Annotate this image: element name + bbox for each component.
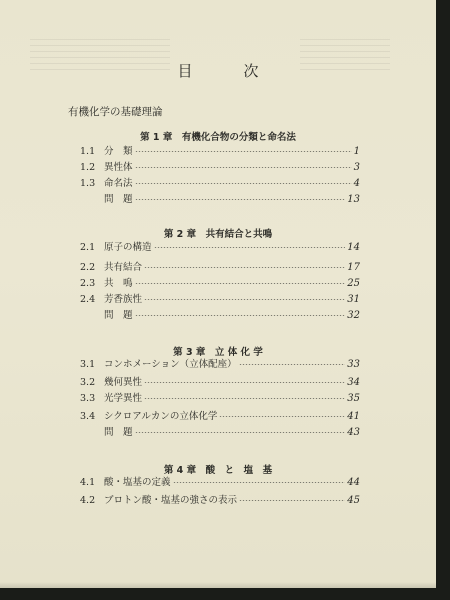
page-number: 35 bbox=[347, 393, 360, 404]
entry-number: 4.2 bbox=[80, 495, 96, 506]
leader-dots bbox=[154, 247, 346, 248]
toc-entry bbox=[80, 292, 360, 308]
page-number: 25 bbox=[347, 278, 360, 289]
page-number: 44 bbox=[347, 477, 360, 488]
entry-title: 芳香族性 bbox=[104, 294, 143, 305]
leader-dots bbox=[144, 267, 345, 268]
page-number: 45 bbox=[347, 495, 360, 506]
entry-number: 3.4 bbox=[80, 411, 96, 422]
toc-entry bbox=[80, 160, 360, 176]
entry-title: 共有結合 bbox=[104, 262, 143, 273]
leader-dots bbox=[135, 199, 346, 200]
leader-dots bbox=[239, 500, 345, 501]
page-number: 1 bbox=[353, 146, 360, 157]
entry-number: 1.2 bbox=[80, 162, 96, 173]
entry-title: 問 題 bbox=[104, 310, 133, 321]
toc-entry bbox=[80, 308, 360, 324]
leader-dots bbox=[135, 315, 346, 316]
entry-title: 問 題 bbox=[104, 427, 133, 438]
toc-entry bbox=[80, 260, 360, 276]
entry-number: 3.3 bbox=[80, 393, 96, 404]
entry-title: シクロアルカンの立体化学 bbox=[104, 411, 218, 422]
entry-number: 1.3 bbox=[80, 178, 96, 189]
page-edge-shadow bbox=[0, 582, 436, 588]
leader-dots bbox=[144, 299, 345, 300]
toc-entry bbox=[80, 192, 360, 208]
toc-entry bbox=[80, 176, 360, 192]
toc-entry bbox=[80, 276, 360, 292]
leader-dots bbox=[239, 364, 346, 365]
entry-number: 3.1 bbox=[80, 359, 96, 370]
page-number: 13 bbox=[347, 194, 360, 205]
page-number: 34 bbox=[347, 377, 360, 388]
page-number: 41 bbox=[347, 411, 360, 422]
entry-title: 共 鳴 bbox=[104, 278, 133, 289]
toc-entry bbox=[80, 493, 360, 509]
entry-number: 2.4 bbox=[80, 294, 96, 305]
entry-number: 2.2 bbox=[80, 262, 96, 273]
entry-number: 2.3 bbox=[80, 278, 96, 289]
toc-entry bbox=[80, 475, 360, 491]
entry-title: 異性体 bbox=[104, 162, 133, 173]
toc-title: 目 次 bbox=[177, 62, 277, 80]
chapter-4-heading: 第 4 章 酸 と 塩 基 bbox=[163, 465, 273, 476]
page-number: 31 bbox=[347, 294, 360, 305]
toc-entry bbox=[80, 144, 360, 160]
entry-title: 問 題 bbox=[104, 194, 133, 205]
entry-title: 分 類 bbox=[104, 146, 133, 157]
entry-title: 幾何異性 bbox=[104, 377, 143, 388]
leader-dots bbox=[144, 382, 345, 383]
entry-title: ブロトン酸・塩基の強さの表示 bbox=[104, 495, 238, 506]
leader-dots bbox=[144, 398, 345, 399]
page-number: 3 bbox=[353, 162, 360, 173]
entry-number: 1.1 bbox=[80, 146, 96, 157]
entry-title: 酸・塩基の定義 bbox=[104, 477, 171, 488]
leader-dots bbox=[173, 482, 346, 483]
toc-entry bbox=[80, 425, 360, 441]
toc-entry bbox=[80, 357, 360, 373]
chapter-1-heading: 第 1 章 有機化合物の分類と命名法 bbox=[140, 132, 296, 143]
leader-dots bbox=[135, 432, 346, 433]
page-number: 14 bbox=[347, 242, 360, 253]
toc-entry bbox=[80, 391, 360, 407]
leader-dots bbox=[135, 151, 352, 152]
leader-dots bbox=[135, 283, 346, 284]
part-title: 有機化学の基礎理論 bbox=[68, 106, 163, 118]
entry-number: 2.1 bbox=[80, 242, 96, 253]
chapter-3-heading: 第 3 章 立 体 化 学 bbox=[173, 347, 263, 358]
chapter-2-heading: 第 2 章 共有結合と共鳴 bbox=[163, 229, 273, 240]
leader-dots bbox=[135, 167, 352, 168]
page-number: 4 bbox=[353, 178, 360, 189]
page-number: 33 bbox=[347, 359, 360, 370]
entry-title: 命名法 bbox=[104, 178, 133, 189]
toc-entry bbox=[80, 409, 360, 425]
page-number: 43 bbox=[347, 427, 360, 438]
leader-dots bbox=[135, 183, 352, 184]
entry-number: 3.2 bbox=[80, 377, 96, 388]
leader-dots bbox=[219, 416, 345, 417]
entry-title: コンホメーション（立体配座） bbox=[104, 359, 237, 370]
entry-title: 原子の構造 bbox=[104, 242, 152, 253]
entry-title: 光学異性 bbox=[104, 393, 143, 404]
toc-entry bbox=[80, 240, 360, 256]
entry-number: 4.1 bbox=[80, 477, 96, 488]
page-number: 17 bbox=[347, 262, 360, 273]
toc-entry bbox=[80, 375, 360, 391]
page-number: 32 bbox=[347, 310, 360, 321]
